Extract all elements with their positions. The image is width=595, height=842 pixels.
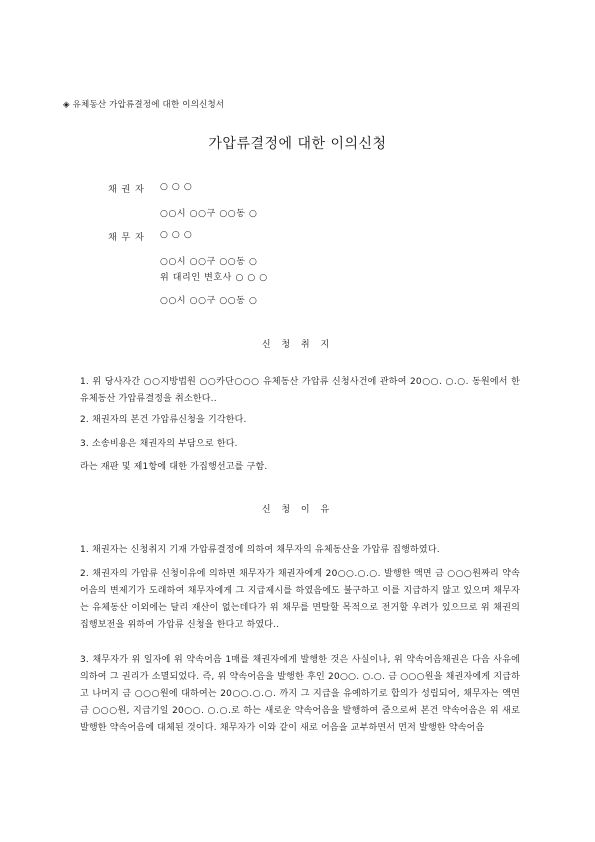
attorney-address: ○○시 ○○구 ○○동 ○ — [160, 296, 258, 306]
reasons-item-3: 3. 채무자가 위 일자에 위 약속어음 1매를 채권자에게 발행한 것은 사실이나, 위 약속어음채권은 다음 사유에 의하여 그 권리가 소멸되었다. 즉, 위 약속어음을 발행한 후인 20○○. ○.○. 금 ○○○원을 채권자에게 지급하고 나머지 금 ○○○원에 대하여는 20○○.○.○. 까지 그 지급을 유예하기로 합의가 성립되어, 채무자는 액면금 ○○○원, 지급기일 20○○. ○.○.로 하는 새로운 약속어음을 발행하여 줌으로써 본건 약속어음은 위 새로 발행한 약속어음에 대체된 것이다. 채무자가 이와 같이 새로 어음을 교부하면서 먼저 발행한 약속어음 — [80, 655, 520, 733]
purpose-closing: 라는 재판 및 제1항에 대한 가집행선고를 구함. — [80, 462, 268, 472]
creditor-address: ○○시 ○○구 ○○동 ○ — [160, 209, 258, 219]
reasons-item-1: 1. 채권자는 신청취지 기재 가압류결정에 의하여 채무자의 유체동산을 가압류 집행하였다. — [80, 545, 440, 555]
creditor-name: ○ ○ ○ — [160, 182, 193, 192]
purpose-item-3: 3. 소송비용은 채권자의 부담으로 한다. — [80, 439, 238, 449]
debtor-name: ○ ○ ○ — [160, 230, 193, 240]
document-title: 가압류결정에 대한 이의신청 — [208, 136, 387, 152]
purpose-heading: 신 청 취 지 — [261, 340, 334, 350]
reasons-heading: 신 청 이 유 — [261, 505, 334, 515]
document-caption: ◈ 유체동산 가압류결정에 대한 이의신청서 — [63, 100, 225, 110]
reasons-item-2: 2. 채권자의 가압류 신청이유에 의하면 채무자가 채권자에게 20○○.○.○. 발행한 액면 금 ○○○원짜리 약속어음의 변제기가 도래하여 채무자에게 그 지급제시를 하였음에도 불구하고 이를 지급하지 않고 있으며 채무자는 유체동산 이외에는 달리 재산이 없는데다가 위 채무를 면탈할 목적으로 전거할 우려가 있으므로 위 채권의 집행보전을 위하여 가압류 신청을 한다고 하였다.. — [80, 569, 520, 630]
purpose-item-1: 1. 위 당사자간 ○○지방법원 ○○카단○○○ 유체동산 가압류 신청사건에 관하여 20○○. ○.○. 동원에서 한 유체동산 가압류결정을 취소한다.. — [80, 377, 520, 404]
creditor-label: 채 권 자 — [108, 185, 145, 195]
attorney-line: 위 대리인 변호사 ○ ○ ○ — [160, 273, 268, 283]
purpose-item-2: 2. 채권자의 본건 가압류신청을 기각한다. — [80, 415, 247, 425]
debtor-address: ○○시 ○○구 ○○동 ○ — [160, 257, 258, 267]
debtor-label: 채 무 자 — [108, 233, 145, 243]
